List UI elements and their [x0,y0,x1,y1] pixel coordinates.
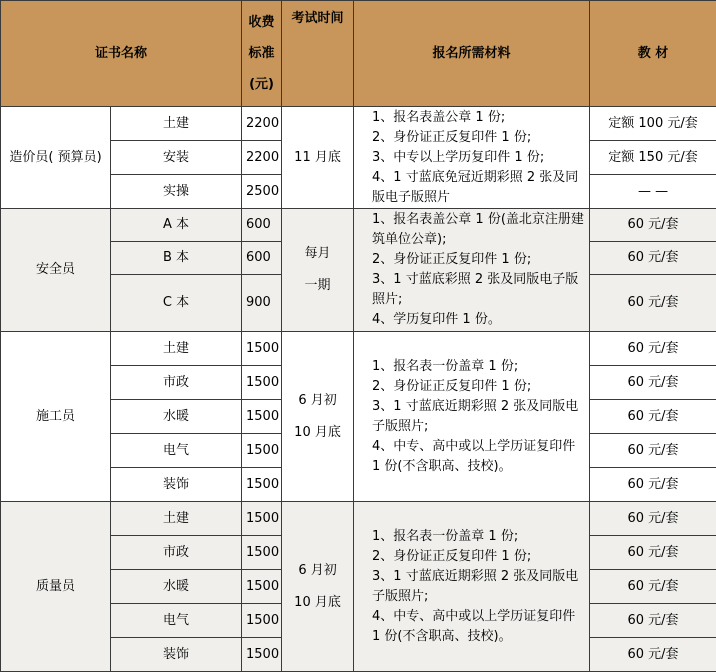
fee-value: 1500 [242,604,282,638]
textbook-price: 60 元/套 [590,275,716,332]
materials-list: 1、报名表盖公章 1 份(盖北京注册建 筑单位公章); 2、身份证正反复印件 1 份; 3、1 寸蓝底彩照 2 张及同版电子版 照片; 4、学历复印件 1 份。 [354,209,590,332]
fee-value: 1500 [242,366,282,400]
textbook-price: 60 元/套 [590,242,716,275]
exam-time: 每月 一期 [282,209,354,332]
textbook-price: 60 元/套 [590,604,716,638]
header-cert-name: 证书名称 [1,1,242,107]
textbook-price: 60 元/套 [590,502,716,536]
fee-value: 1500 [242,502,282,536]
sub-category: 装饰 [111,638,242,672]
sub-category: A 本 [111,209,242,242]
exam-time: 11 月底 [282,107,354,209]
header-exam-time: 考试时间 [282,1,354,107]
fee-value: 1500 [242,434,282,468]
fee-value: 2500 [242,175,282,209]
cert-name-safety-officer: 安全员 [1,209,111,332]
header-fee: 收费 标准 (元) [242,1,282,107]
textbook-price: 60 元/套 [590,638,716,672]
sub-category: 水暖 [111,400,242,434]
fee-value: 600 [242,209,282,242]
table-row [1,209,716,242]
header-materials: 报名所需材料 [354,1,590,107]
materials-list: 1、报名表一份盖章 1 份; 2、身份证正反复印件 1 份; 3、1 寸蓝底近期彩照 2 张及同版电 子版照片; 4、中专、高中或以上学历证复印件 1 份(不含职高、技校)。 [354,332,590,502]
textbook-price: 定额 100 元/套 [590,107,716,141]
sub-category: 市政 [111,366,242,400]
textbook-price: 60 元/套 [590,400,716,434]
sub-category: 装饰 [111,468,242,502]
sub-category: 水暖 [111,570,242,604]
sub-category: 电气 [111,604,242,638]
fee-value: 2200 [242,107,282,141]
cert-name-cost-estimator: 造价员( 预算员) [1,107,111,209]
fee-value: 1500 [242,332,282,366]
sub-category: B 本 [111,242,242,275]
table-row [1,502,716,536]
materials-list: 1、报名表盖公章 1 份; 2、身份证正反复印件 1 份; 3、中专以上学历复印件 1 份; 4、1 寸蓝底免冠近期彩照 2 张及同 版电子版照片 [354,107,590,209]
sub-category: C 本 [111,275,242,332]
textbook-price: 60 元/套 [590,570,716,604]
fee-value: 900 [242,275,282,332]
header-textbook: 教 材 [590,1,716,107]
fee-value: 2200 [242,141,282,175]
fee-value: 1500 [242,570,282,604]
sub-category: 市政 [111,536,242,570]
fee-value: 1500 [242,468,282,502]
textbook-price: 60 元/套 [590,468,716,502]
textbook-price: 60 元/套 [590,366,716,400]
sub-category: 电气 [111,434,242,468]
textbook-price: 60 元/套 [590,536,716,570]
textbook-price: 60 元/套 [590,434,716,468]
cert-name-quality-inspector: 质量员 [1,502,111,672]
cert-name-construction-worker: 施工员 [1,332,111,502]
header-row [1,1,716,107]
fee-value: 1500 [242,536,282,570]
sub-category: 土建 [111,502,242,536]
exam-time: 6 月初 10 月底 [282,502,354,672]
materials-list: 1、报名表一份盖章 1 份; 2、身份证正反复印件 1 份; 3、1 寸蓝底近期彩照 2 张及同版电 子版照片; 4、中专、高中或以上学历证复印件 1 份(不含职高、技校)。 [354,502,590,672]
table-row [1,107,716,141]
sub-category: 土建 [111,107,242,141]
textbook-price: 60 元/套 [590,209,716,242]
textbook-price: 60 元/套 [590,332,716,366]
sub-category: 土建 [111,332,242,366]
sub-category: 安装 [111,141,242,175]
table-row [1,332,716,366]
fee-value: 1500 [242,638,282,672]
exam-time: 6 月初 10 月底 [282,332,354,502]
fee-value: 1500 [242,400,282,434]
sub-category: 实操 [111,175,242,209]
textbook-price: 定额 150 元/套 [590,141,716,175]
fee-value: 600 [242,242,282,275]
textbook-price: — — [590,175,716,209]
